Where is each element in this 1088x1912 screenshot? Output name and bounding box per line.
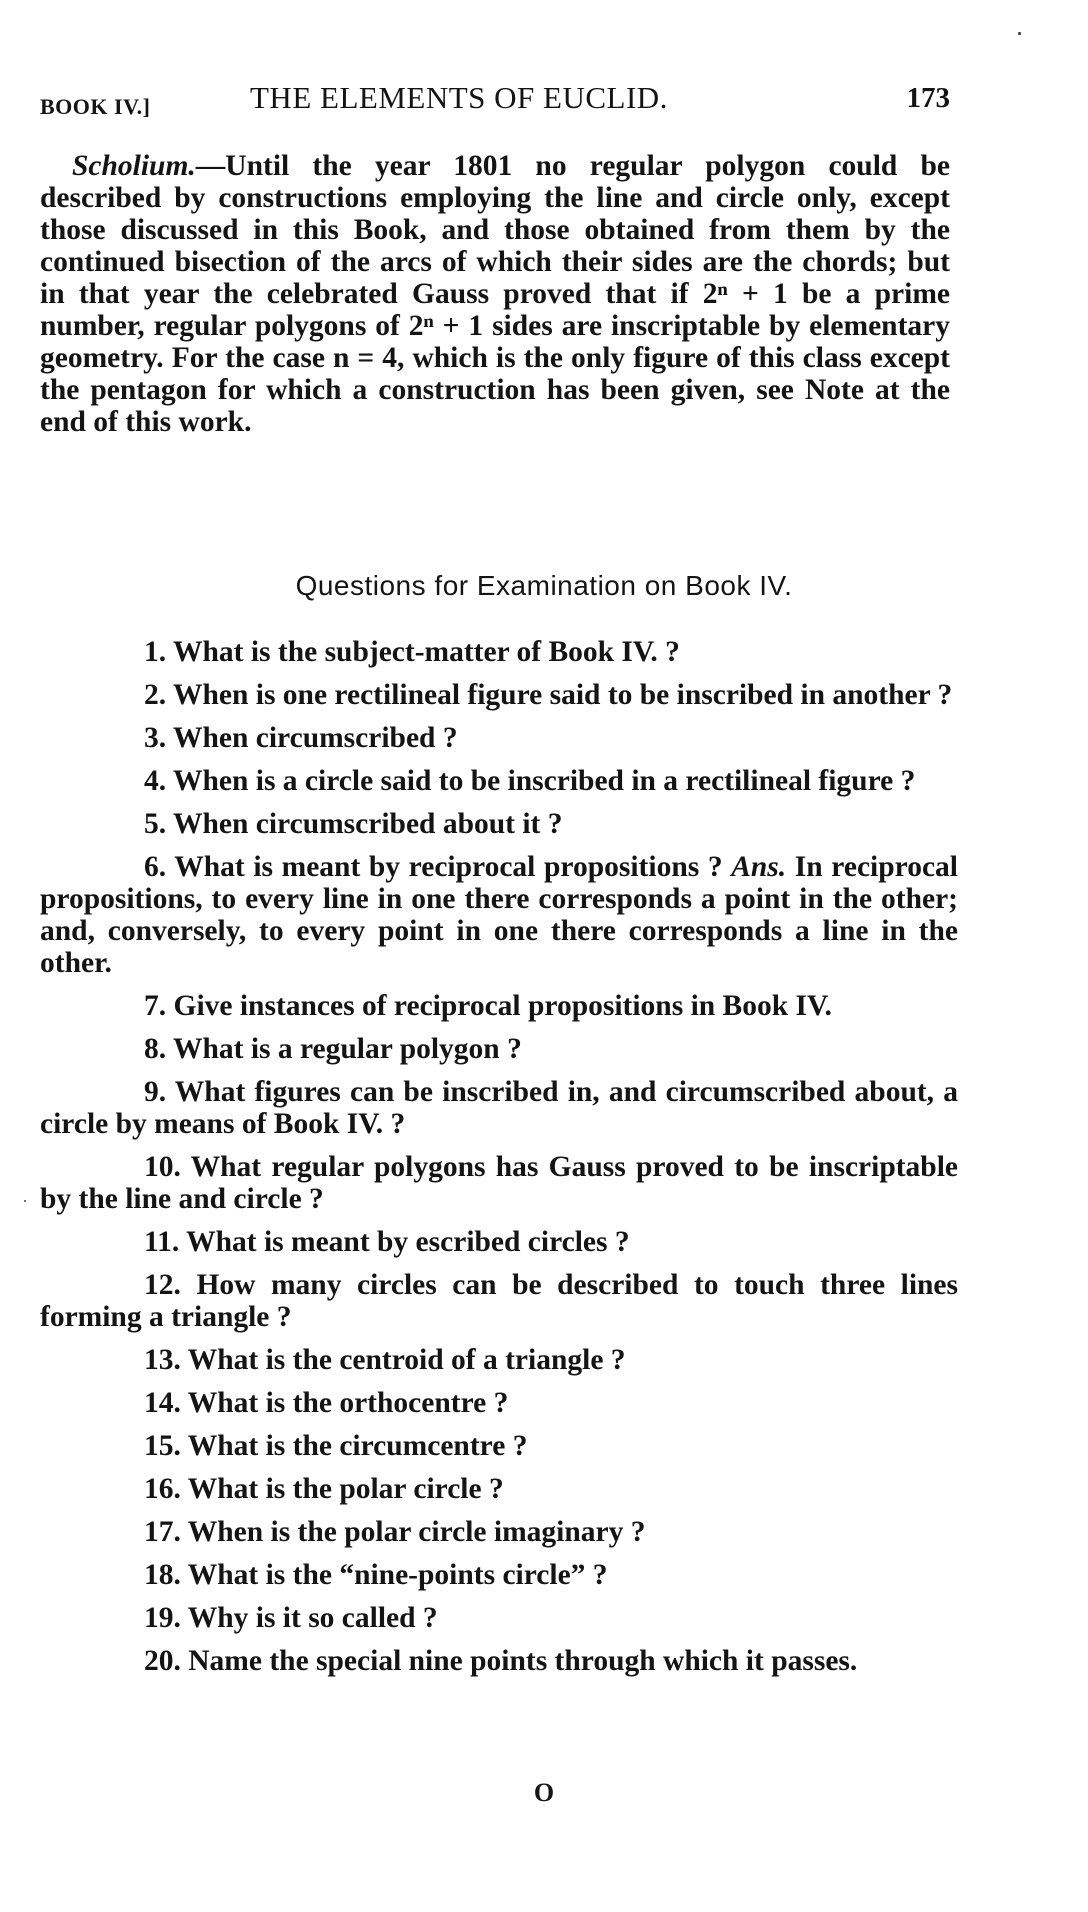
question-number: 20. — [144, 1645, 181, 1677]
question-text: Give instances of reciprocal propositions in Book IV. — [173, 990, 832, 1022]
question-number: 7. — [144, 990, 167, 1022]
question-item — [40, 1151, 958, 1215]
question-text: What is the “nine-points circle” ? — [187, 1559, 608, 1591]
question-number: 8. — [144, 1033, 167, 1065]
question-text: What is the subject-matter of Book IV. ? — [172, 636, 680, 668]
question-number: 12. — [144, 1269, 181, 1301]
question-text: Why is it so called ? — [187, 1602, 438, 1634]
scholium-text: —Until the year 1801 no regular polygon could be described by constructions employing the line and circle only, except those discussed in this Book, and those obtained from them by the continued bisection of the arcs of which their sides are the chords; but in that year the celebrated Gauss proved that if 2ⁿ + 1 be a prime number, regular polygons of 2ⁿ + 1 sides are inscriptable by elementary geometry. For the case n = 4, which is the only figure of this class except the pentagon for which a construction has been given, see Note at the end of this work. — [40, 150, 950, 438]
question-item — [40, 1559, 958, 1591]
question-item — [40, 1076, 958, 1140]
question-text: What is the polar circle ? — [187, 1473, 504, 1505]
question-number: 19. — [144, 1602, 181, 1634]
print-speck — [1018, 32, 1021, 35]
question-text: How many circles can be described to touch three lines forming a triangle ? — [40, 1269, 959, 1333]
question-item — [40, 636, 958, 668]
question-item — [40, 1645, 958, 1677]
question-number: 1. — [144, 636, 167, 668]
question-item — [40, 851, 958, 979]
question-text: When circumscribed ? — [172, 722, 458, 754]
scholium-paragraph — [40, 150, 950, 438]
question-item — [40, 808, 958, 840]
question-text: What regular polygons has Gauss proved to be inscriptable by the line and circle ? — [40, 1151, 959, 1215]
question-text: What is the circumcentre ? — [187, 1430, 528, 1462]
running-head: BOOK IV.] — [40, 94, 151, 119]
question-number: 14. — [144, 1387, 181, 1419]
question-item — [40, 679, 958, 711]
question-text: When is one rectilineal figure said to be inscribed in another ? — [172, 679, 953, 711]
question-item — [40, 1344, 958, 1376]
question-number: 15. — [144, 1430, 181, 1462]
question-text: Name the special nine points through which it passes. — [188, 1645, 858, 1677]
question-item — [40, 1473, 958, 1505]
question-number: 6. — [144, 851, 167, 883]
question-number: 9. — [144, 1076, 167, 1108]
question-text: What figures can be inscribed in, and circumscribed about, a circle by means of Book IV. ? — [40, 1076, 958, 1140]
question-text: When is the polar circle imaginary ? — [187, 1516, 646, 1548]
question-item — [40, 1269, 958, 1333]
page-header — [40, 80, 950, 120]
question-number: 11. — [144, 1226, 180, 1258]
question-item — [40, 722, 958, 754]
book-title: THE ELEMENTS OF EUCLID. — [250, 80, 668, 115]
question-item — [40, 1226, 958, 1258]
question-text: What is meant by reciprocal propositions ? — [174, 851, 723, 883]
scholium-lead: Scholium. — [72, 150, 196, 182]
question-text: What is a regular polygon ? — [172, 1033, 522, 1065]
question-text: When is a circle said to be inscribed in a rectilineal figure ? — [172, 765, 916, 797]
question-item — [40, 990, 958, 1022]
questions-list — [40, 636, 958, 1688]
question-item — [40, 1430, 958, 1462]
question-number: 13. — [144, 1344, 181, 1376]
page-number: 173 — [906, 82, 950, 114]
section-heading: Questions for Examination on Book IV. — [295, 570, 793, 601]
question-number: 10. — [144, 1151, 181, 1183]
answer-label: Ans. — [731, 851, 787, 883]
answer-text: In reciprocal propositions, to every line in one there corresponds a point in the other; and, conversely, to every point in one there corresponds a line in the other. — [40, 851, 958, 979]
question-item — [40, 1033, 958, 1065]
question-item — [40, 1602, 958, 1634]
question-number: 2. — [144, 679, 167, 711]
question-text: When circumscribed about it ? — [172, 808, 563, 840]
question-number: 5. — [144, 808, 167, 840]
question-item — [40, 1516, 958, 1548]
question-item — [40, 1387, 958, 1419]
print-speck — [24, 1200, 26, 1202]
question-number: 17. — [144, 1516, 181, 1548]
question-text: What is the orthocentre ? — [187, 1387, 509, 1419]
signature-mark: O — [533, 1778, 555, 1807]
question-text: What is the centroid of a triangle ? — [187, 1344, 626, 1376]
question-number: 4. — [144, 765, 167, 797]
question-text: What is meant by escribed circles ? — [186, 1226, 630, 1258]
question-number: 16. — [144, 1473, 181, 1505]
question-number: 18. — [144, 1559, 181, 1591]
question-item — [40, 765, 958, 797]
question-number: 3. — [144, 722, 167, 754]
